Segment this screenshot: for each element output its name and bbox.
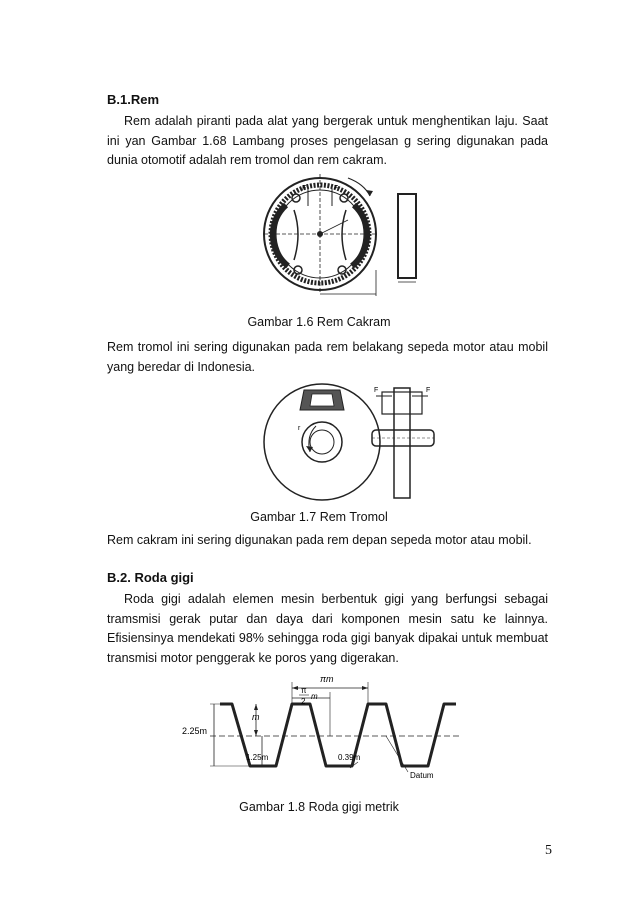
section-heading-roda-gigi: B.2. Roda gigi [107,570,194,585]
page-number: 5 [545,843,552,858]
dim-two-denominator: 2 [301,697,306,706]
force-label-2: F [334,185,339,192]
force-label-1: F [302,185,307,192]
force-label-3: F [374,387,379,394]
figure-roda-gigi [180,668,470,790]
figure-caption-1: Gambar 1.6 Rem Cakram [247,315,391,329]
dim-half-pitch-m: m [311,692,318,701]
paragraph-rem-tromol: Rem tromol ini sering digunakan pada rem belakang sepeda motor atau mobil yang beredar di Indonesia. [107,340,548,374]
force-label-4: F [426,387,431,394]
section-heading-rem: B.1.Rem [107,92,160,107]
dim-pi-m: πm [320,674,334,684]
datum-label: Datum [410,771,434,780]
radius-label: r [298,425,301,432]
dim-addendum-m: m [252,712,260,722]
figure-caption-2: Gambar 1.7 Rem Tromol [250,510,388,524]
dim-225m: 2.25m [182,726,208,736]
dim-pi-numerator: π [301,686,307,695]
paragraph-rem-intro: Rem adalah piranti pada alat yang bergerak untuk menghentikan laju. Saat ini yan Gambar 1.68 Lambang proses pengelasan g sering digunakan pada dunia otomotif adalah rem tromol dan rem cakram. [107,114,548,167]
dim-125m: 1.25m [246,753,269,762]
figure-caption-3: Gambar 1.8 Roda gigi metrik [239,800,399,814]
dim-039m: 0.39m [338,753,361,762]
paragraph-rem-cakram: Rem cakram ini sering digunakan pada rem depan sepeda motor atau mobil. [107,533,532,547]
figure-rem-cakram [258,170,428,300]
figure-rem-tromol [254,382,440,504]
paragraph-roda-gigi: Roda gigi adalah elemen mesin berbentuk gigi yang berfungsi sebagai tramsmisi gerak putar dan daya dari komponen mesin satu ke lainnya. Efisiensinya mendekati 98% sehingga roda gigi banyak dipakai untuk membuat transmisi motor penggerak ke poros yang digerakan. [107,592,548,665]
